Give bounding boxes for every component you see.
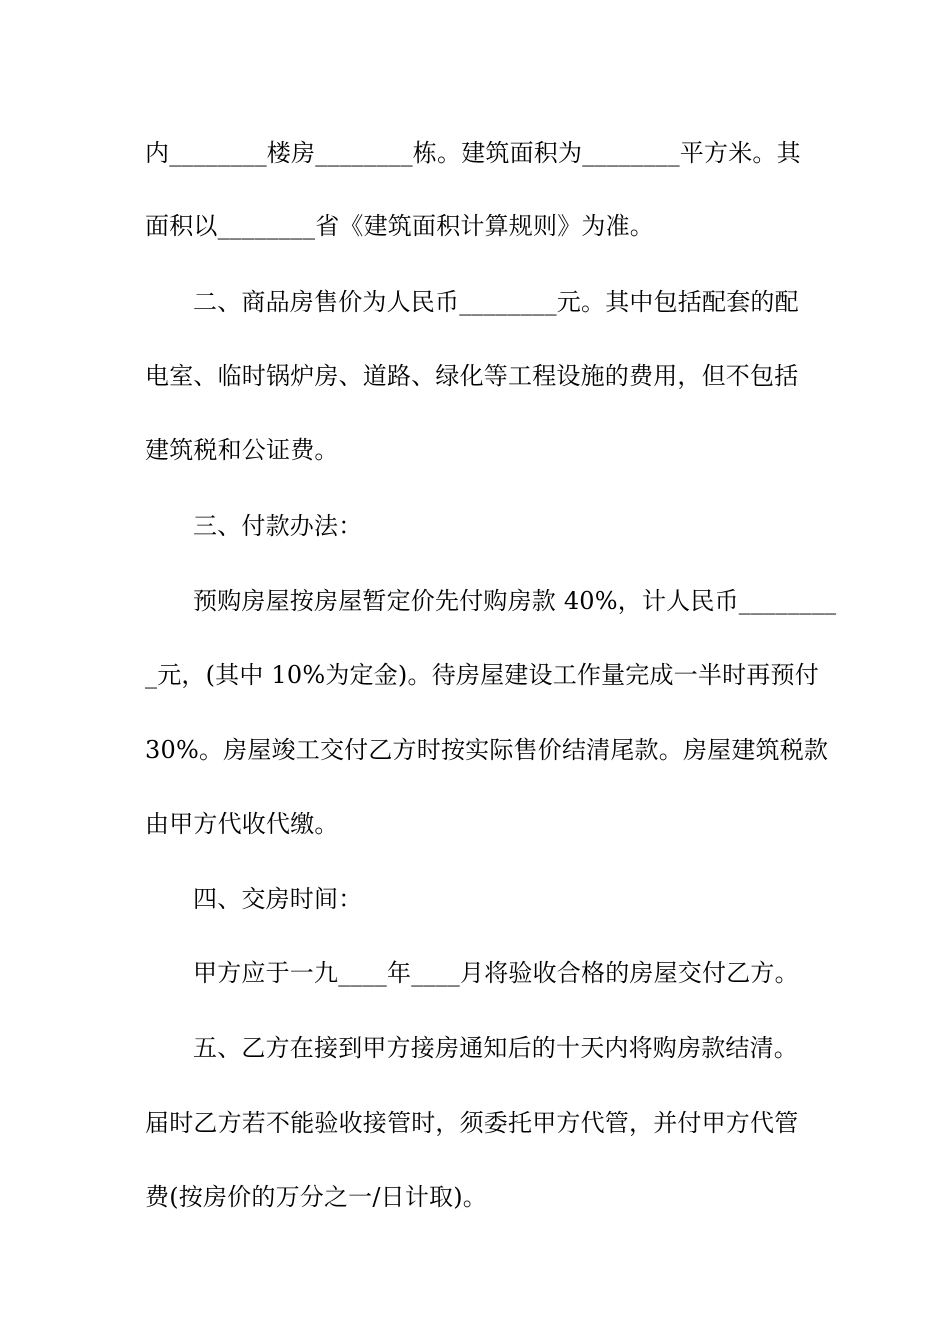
text-line-9: 30%。房屋竣工交付乙方时按实际售价结清尾款。房屋建筑税款 — [145, 736, 829, 764]
text-line-7: 预购房屋按房屋暂定价先付购房款 40%，计人民币________ — [193, 587, 837, 615]
text-line-14: 届时乙方若不能验收接管时，须委托甲方代管，并付甲方代管 — [145, 1109, 799, 1137]
text-line-1: 内________楼房________栋。建筑面积为________平方米。其 — [145, 139, 801, 167]
text-line-11: 四、交房时间： — [193, 885, 363, 913]
text-line-2: 面积以________省《建筑面积计算规则》为准。 — [145, 212, 654, 240]
text-line-8: _元，(其中 10%为定金)。待房屋建设工作量完成一半时再预付 — [145, 661, 819, 689]
text-line-15: 费(按房价的万分之一/日计取)。 — [145, 1183, 488, 1211]
text-line-4: 电室、临时锅炉房、道路、绿化等工程设施的费用，但不包括 — [145, 362, 799, 390]
text-line-12: 甲方应于一九____年____月将验收合格的房屋交付乙方。 — [193, 959, 799, 987]
text-line-10: 由甲方代收代缴。 — [145, 810, 339, 838]
text-line-6: 三、付款办法： — [193, 512, 363, 540]
text-line-5: 建筑税和公证费。 — [145, 436, 339, 464]
text-line-3: 二、商品房售价为人民币________元。其中包括配套的配 — [193, 288, 799, 316]
text-line-13: 五、乙方在接到甲方接房通知后的十天内将购房款结清。 — [193, 1034, 798, 1062]
